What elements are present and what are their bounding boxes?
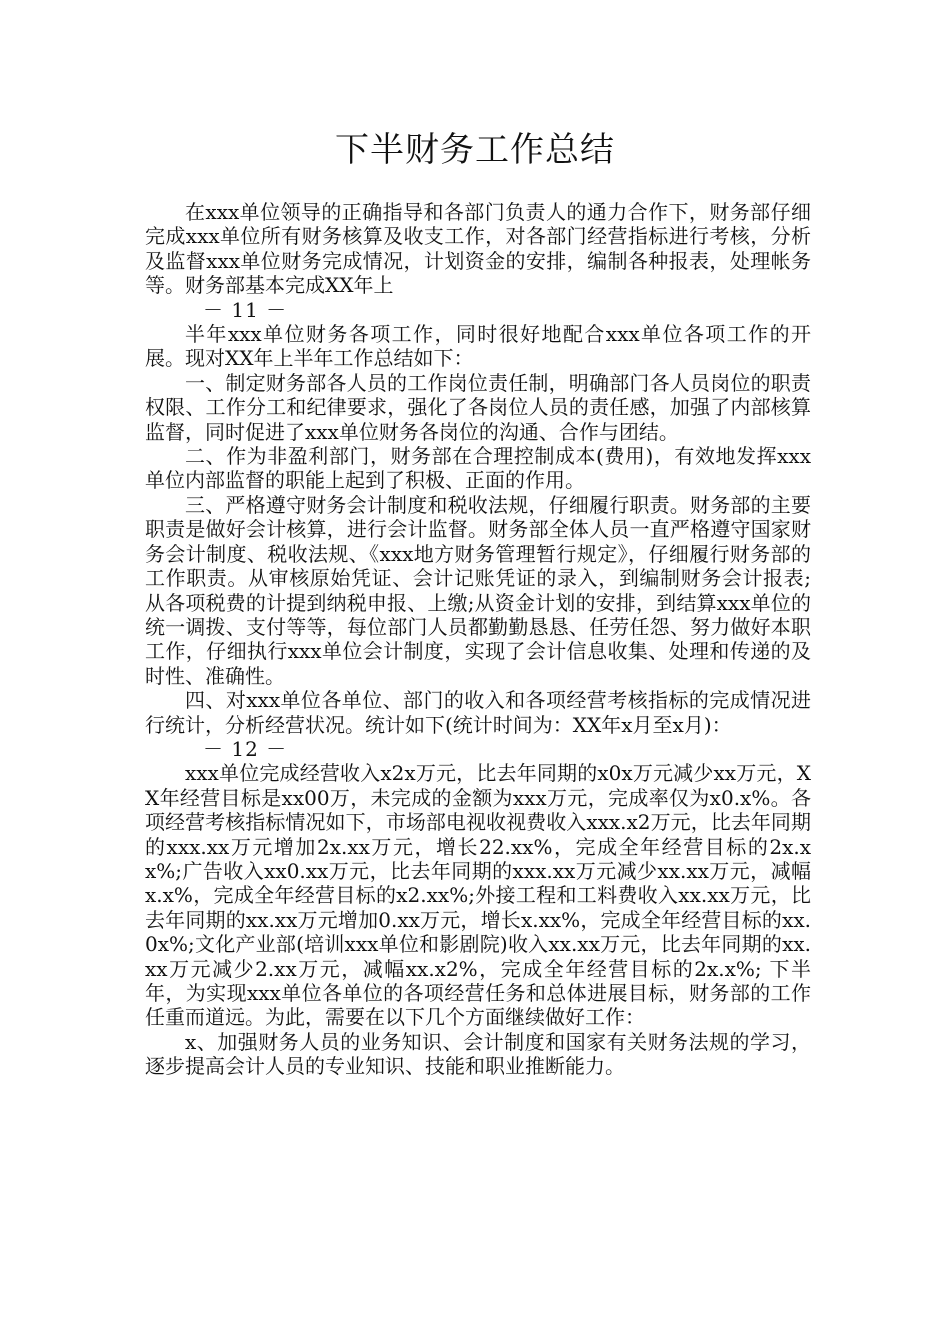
page-number-marker: － 12 － [203, 736, 288, 761]
paragraph-intro-continued: 半年xxx单位财务各项工作，同时很好地配合xxx单位各项工作的开展。现对XX年上半年工作总结如下： [145, 322, 811, 371]
paragraph-statistics: xxx单位完成经营收入x2x万元，比去年同期的x0x万元减少xx万元，XX年经营目标是xx00万，未完成的金额为xxx万元，完成率仅为x0.x%。各项经营考核指标情况如下，市场部电视收视费收入xxx.x2万元，比去年同期的xxx.xx万元增加2x.xx万元，增长22.xx%，完成全年经营目标的2x.xx%;广告收入xx0.xx万元，比去年同期的xxx.xx万元减少xx.xx万元，减幅x.x%，完成全年经营目标的x2.xx%;外接工程和工料费收入xx.xx万元，比去年同期的xx.xx万元增加0.xx万元，增长x.xx%，完成全年经营目标的xx.0x%;文化产业部(培训xxx单位和影剧院)收入xx.xx万元，比去年同期的xx.xx万元减少2.xx万元，减幅xx.x2%，完成全年经营目标的2x.x%; 下半年，为实现xxx单位各单位的各项经营任务和总体进展目标，财务部的工作任重而道远。为此，需要在以下几个方面继续做好工作： [145, 761, 811, 1030]
paragraph-point-two: 二、作为非盈利部门，财务部在合理控制成本(费用)，有效地发挥xxx单位内部监督的职能上起到了积极、正面的作用。 [145, 444, 811, 493]
page-number-marker: － 11 － [203, 297, 288, 322]
document-body [145, 200, 811, 1079]
paragraph-intro: 在xxx单位领导的正确指导和各部门负责人的通力合作下，财务部仔细完成xxx单位所有财务核算及收支工作，对各部门经营指标进行考核，分析及监督xxx单位财务完成情况，计划资金的安排，编制各种报表，处理帐务等。财务部基本完成XX年上 [145, 200, 811, 298]
paragraph-point-three: 三、严格遵守财务会计制度和税收法规，仔细履行职责。财务部的主要职责是做好会计核算，进行会计监督。财务部全体人员一直严格遵守国家财务会计制度、税收法规、《xxx地方财务管理暂行规定》，仔细履行财务部的工作职责。从审核原始凭证、会计记账凭证的录入，到编制财务会计报表;从各项税费的计提到纳税申报、上缴;从资金计划的安排，到结算xxx单位的统一调拨、支付等等，每位部门人员都勤勤恳恳、任劳任怨、努力做好本职工作，仔细执行xxx单位会计制度，实现了会计信息收集、处理和传递的及时性、准确性。 [145, 492, 811, 688]
paragraph-point-four: 四、对xxx单位各单位、部门的收入和各项经营考核指标的完成情况进行统计，分析经营状况。统计如下(统计时间为：XX年x月至x月)： [145, 688, 811, 737]
paragraph-point-one: 一、制定财务部各人员的工作岗位责任制，明确部门各人员岗位的职责权限、工作分工和纪律要求，强化了各岗位人员的责任感，加强了内部核算监督，同时促进了xxx单位财务各岗位的沟通、合作与团结。 [145, 370, 811, 444]
document-title: 下半财务工作总结 [335, 130, 615, 170]
paragraph-plan-one: x、加强财务人员的业务知识、会计制度和国家有关财务法规的学习，逐步提高会计人员的专业知识、技能和职业推断能力。 [145, 1029, 811, 1079]
